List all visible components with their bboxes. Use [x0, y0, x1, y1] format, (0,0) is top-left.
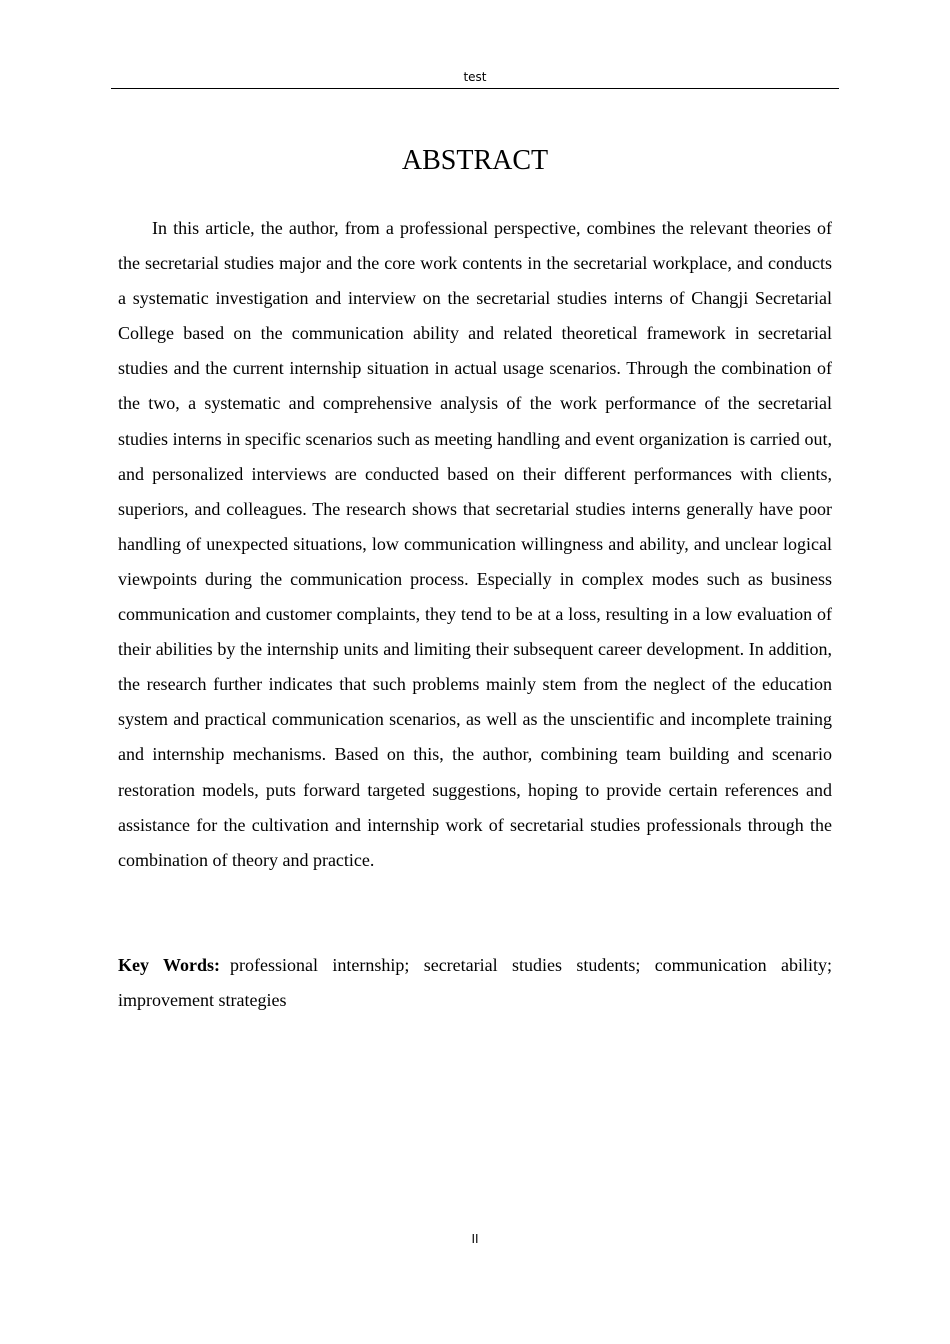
keywords-text: professional internship; secretarial studies students; communication ability; improvement strategies [118, 955, 833, 1011]
abstract-paragraph: In this article, the author, from a professional perspective, combines the relevant theories of the secretarial studies major and the core work contents in the secretarial workplace, and conducts a systematic investigation and interview on the secretarial studies interns of Changji Secretarial College based on the communication ability and related theoretical framework in secretarial studies and the current internship situation in actual usage scenarios. Through the combination of the two, a systematic and comprehensive analysis of the work performance of the secretarial studies interns in specific scenarios such as meeting handling and event organization is carried out, and personalized interviews are conducted based on their different performances with clients, superiors, and colleagues. The research shows that secretarial studies interns generally have poor handling of unexpected situations, low communication willingness and ability, and unclear logical viewpoints during the communication process. Especially in complex modes such as business communication and customer complaints, they tend to be at a loss, resulting in a low evaluation of their abilities by the internship units and limiting their subsequent career development. In addition, the research further indicates that such problems mainly stem from the neglect of the education system and practical communication scenarios, as well as the unscientific and incomplete training and internship mechanisms. Based on this, the author, combining team building and scenario restoration models, puts forward targeted suggestions, hoping to provide certain references and assistance for the cultivation and internship work of secretarial studies professionals through the combination of theory and practice. [118, 218, 832, 870]
page-header: test [463, 70, 487, 84]
page-title: ABSTRACT [401, 145, 549, 176]
header-divider [111, 88, 839, 89]
keywords-label: Key Words: [118, 955, 221, 975]
keywords-paragraph [118, 948, 832, 1018]
page-number: II [471, 1232, 479, 1246]
